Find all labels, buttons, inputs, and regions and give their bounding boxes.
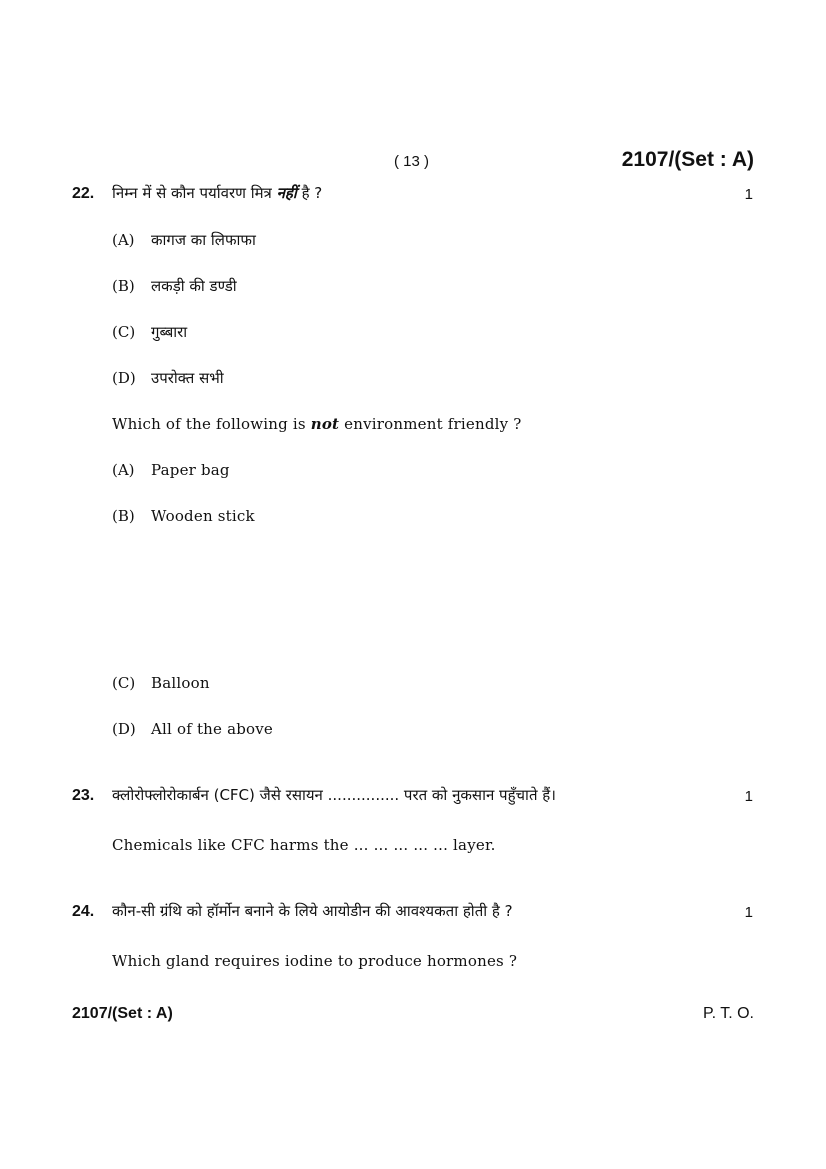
question-22-hindi-emphasis: नहीं (276, 184, 297, 202)
q22-hindi-option-c-text: गुब्बारा (151, 323, 188, 341)
question-24-hindi-text: कौन-सी ग्रंथि को हॉर्मोन बनाने के लिये आयोडीन की आवश्यकता होती है ? (112, 902, 513, 920)
q22-english-option-d-text: All of the above (151, 720, 274, 738)
q22-english-option-d-label: (D) (112, 720, 136, 738)
question-22-hindi-text: निम्न में से कौन पर्यावरण मित्र नहीं है ? (112, 184, 323, 202)
question-23-marks: 1 (744, 788, 753, 805)
q22-english-option-a-label: (A) (112, 461, 135, 479)
set-code-footer: 2107/(Set : A) (72, 1005, 173, 1022)
question-22-english-emphasis: not (310, 415, 340, 433)
question-23-hindi-text: क्लोरोफ्लोरोकार्बन (CFC) जैसे रसायन ............... परत को नुकसान पहुँचाते हैं। (112, 786, 556, 804)
q22-hindi-option-d-label: (D) (112, 369, 136, 387)
q22-english-option-b-text: Wooden stick (151, 507, 255, 525)
q22-hindi-option-a-label: (A) (112, 231, 135, 249)
q22-english-option-c-label: (C) (112, 674, 136, 692)
question-24-english-text: Which gland requires iodine to produce hormones ? (112, 952, 518, 970)
q22-english-option-a-text: Paper bag (151, 461, 230, 479)
question-24-number: 24. (72, 903, 95, 920)
set-code-header: 2107/(Set : A) (621, 148, 754, 171)
question-24-marks: 1 (744, 904, 753, 921)
question-22-marks: 1 (744, 186, 753, 203)
page-number: ( 13 ) (394, 153, 430, 170)
q22-hindi-option-b-text: लकड़ी की डण्डी (151, 277, 237, 295)
q22-english-option-b-label: (B) (112, 507, 135, 525)
question-22-english-text: Which of the following is not environment friendly ? (112, 415, 522, 433)
q22-hindi-option-c-label: (C) (112, 323, 136, 341)
question-23-number: 23. (72, 787, 95, 804)
question-22-number: 22. (72, 185, 95, 202)
q22-hindi-option-a-text: कागज का लिफाफा (151, 231, 256, 249)
q22-hindi-option-d-text: उपरोक्त सभी (151, 369, 224, 387)
q22-hindi-option-b-label: (B) (112, 277, 135, 295)
q22-english-option-c-text: Balloon (151, 674, 210, 692)
question-23-english-text: Chemicals like CFC harms the ... ... ... ... ... layer. (112, 836, 496, 854)
pto-label: P. T. O. (703, 1005, 754, 1022)
